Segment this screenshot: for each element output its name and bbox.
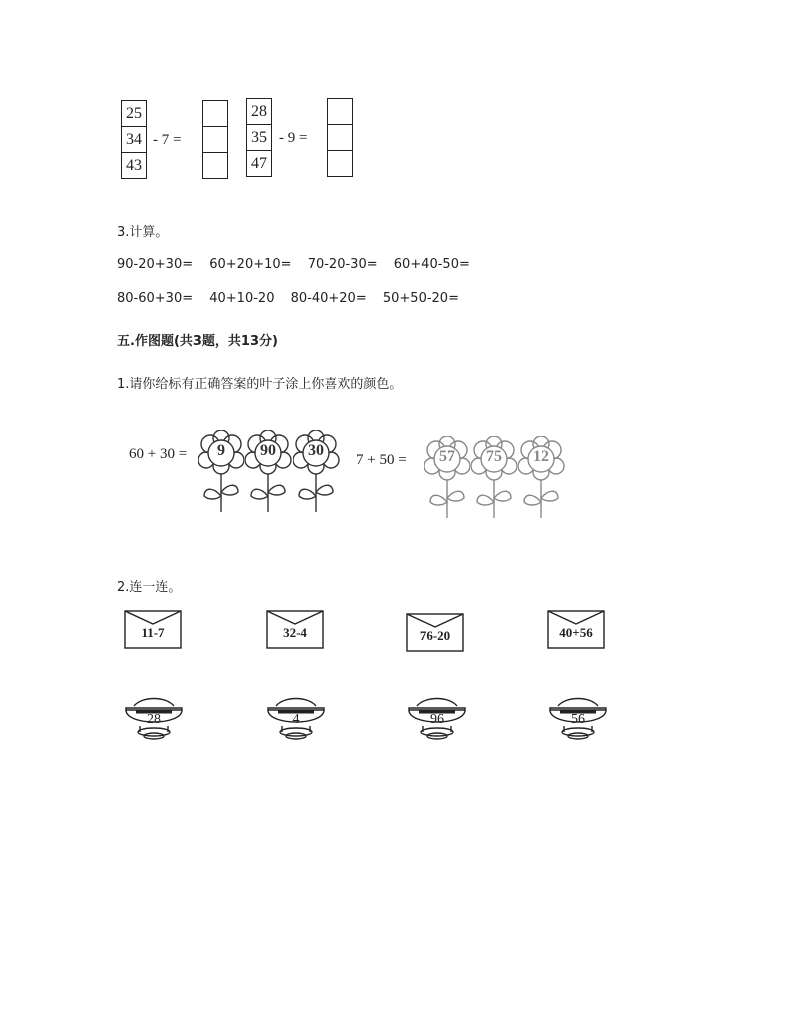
left-operation: - 7 = (153, 132, 182, 148)
answer-cell[interactable] (328, 151, 352, 176)
calc-item: 90-20+30= (117, 257, 194, 272)
pot-card[interactable] (405, 696, 469, 744)
pot-number: 96 (430, 712, 444, 727)
pot-number: 28 (147, 712, 161, 727)
column-cell: 25 (122, 101, 146, 127)
answer-cell[interactable] (328, 99, 352, 125)
envelope-card[interactable] (406, 613, 464, 653)
answer-cell[interactable] (328, 125, 352, 151)
envelope-card[interactable] (547, 610, 605, 650)
flower-answer: 90 (260, 442, 276, 459)
calc-row-2 (117, 291, 471, 306)
column-cell: 35 (247, 125, 271, 151)
calc-item: 40+10-20 (209, 291, 275, 306)
section3-title: 3.计算。 (117, 225, 169, 240)
answer-cell[interactable] (203, 101, 227, 127)
column-cell: 47 (251, 155, 267, 172)
flower-leaf[interactable] (293, 430, 343, 516)
flower-leaf[interactable] (245, 430, 295, 516)
flower-answer: 12 (533, 448, 549, 465)
column-cell: 43 (126, 157, 142, 174)
flower-equation-left: 60 + 30 = (129, 446, 188, 462)
right-answer-column[interactable] (327, 98, 353, 177)
envelope-expression: 40+56 (559, 625, 593, 640)
question-1: 1.请你给标有正确答案的叶子涂上你喜欢的颜色。 (117, 377, 403, 392)
envelope-expression: 76-20 (419, 628, 451, 643)
envelope-card[interactable] (124, 610, 182, 650)
envelope-expression: 32-4 (283, 625, 307, 640)
left-number-column (121, 100, 147, 179)
pot-card[interactable] (546, 696, 610, 744)
flower-leaf[interactable] (471, 436, 521, 522)
calc-item: 70-20-30= (307, 257, 378, 272)
pot-card[interactable] (264, 696, 328, 744)
calc-item: 60+40-50= (393, 257, 470, 272)
flower-answer: 57 (439, 448, 455, 465)
left-answer-column[interactable] (202, 100, 228, 179)
pot-number: 4 (292, 712, 300, 727)
flower-leaf[interactable] (198, 430, 248, 516)
envelope-expression: 11-7 (141, 625, 165, 640)
pot-card[interactable] (122, 696, 186, 744)
question-2: 2.连一连。 (117, 580, 182, 595)
right-number-column (246, 98, 272, 177)
flower-leaf[interactable] (424, 436, 474, 522)
flower-answer: 9 (217, 442, 225, 459)
calc-item: 80-60+30= (117, 291, 194, 306)
section5-heading: 五.作图题(共3题，共13分) (117, 334, 278, 349)
envelope-card[interactable] (266, 610, 324, 650)
flower-answer: 75 (486, 448, 502, 465)
calc-item: 80-40+20= (290, 291, 367, 306)
column-cell: 34 (122, 127, 146, 153)
calc-item: 50+50-20= (382, 291, 459, 306)
calc-item: 60+20+10= (209, 257, 292, 272)
flower-answer: 30 (308, 442, 324, 459)
column-cell: 28 (247, 99, 271, 125)
calc-row-1 (117, 257, 482, 272)
right-operation: - 9 = (279, 130, 308, 146)
flower-equation-right: 7 + 50 = (356, 452, 407, 468)
answer-cell[interactable] (203, 127, 227, 153)
answer-cell[interactable] (203, 153, 227, 178)
flower-leaf[interactable] (518, 436, 568, 522)
pot-number: 56 (571, 712, 585, 727)
